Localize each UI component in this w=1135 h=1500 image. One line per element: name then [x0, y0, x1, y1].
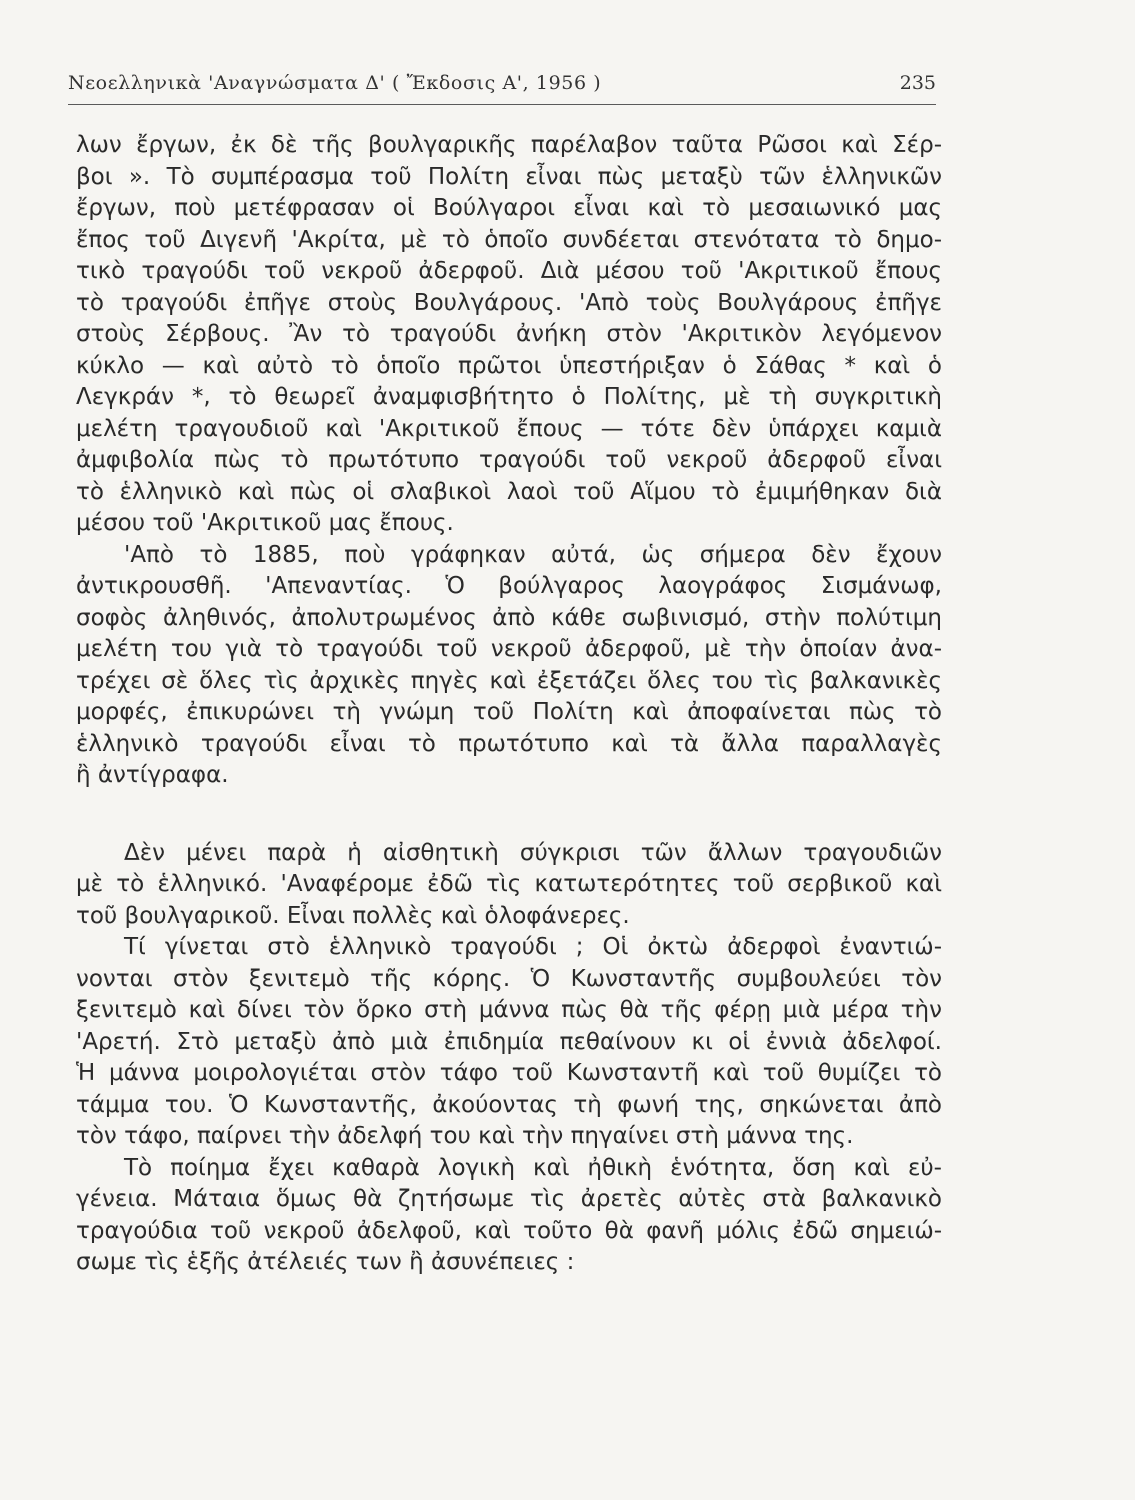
text-line: μέσου τοῦ 'Ακριτικοῦ μας ἔπους.	[76, 510, 454, 536]
paragraph-5	[76, 1153, 942, 1279]
running-title: Νεοελληνικὰ 'Αναγνώσματα Δ' ( Ἔκδοσις Α', 1956 )	[68, 72, 602, 94]
text-line: ἀντικρουσθῆ. 'Απεναντίας. Ὁ βούλγαρος λαογράφος Σισμάνωφ,	[76, 573, 942, 599]
text-line: τραγούδια τοῦ νεκροῦ ἀδελφοῦ, καὶ τοῦτο θὰ φανῆ μόλις ἐδῶ σημειώ-	[76, 1217, 942, 1244]
paragraph-3	[76, 838, 942, 933]
text-line: στοὺς Σέρβους. Ἂν τὸ τραγούδι ἀνήκη στὸν 'Ακριτικὸν λεγόμενον	[76, 321, 942, 347]
text-line: σωμε τὶς ἑξῆς ἀτέλειές των ἢ ἀσυνέπειες :	[76, 1249, 575, 1275]
text-line: βοι ». Τὸ συμπέρασμα τοῦ Πολίτη εἶναι πὼς μεταξὺ τῶν ἑλληνικῶν	[76, 163, 942, 190]
text-line: μελέτη του γιὰ τὸ τραγούδι τοῦ νεκροῦ ἀδερφοῦ, μὲ τὴν ὁποίαν ἀνα-	[76, 636, 942, 662]
text-line: Λεγκράν *, τὸ θεωρεῖ ἀναμφισβήτητο ὁ Πολίτης, μὲ τὴ συγκριτικὴ	[76, 384, 942, 410]
text-line: τὸν τάφο, παίρνει τὴν ἀδελφή του καὶ τὴν πηγαίνει στὴ μάννα της.	[76, 1123, 854, 1149]
text-line: τὸ ἑλληνικὸ καὶ πὼς οἱ σλαβικοὶ λαοὶ τοῦ Αἵμου τὸ ἐμιμήθηκαν διὰ	[76, 478, 942, 505]
running-header	[68, 70, 936, 105]
text-line: ἑλληνικὸ τραγούδι εἶναι τὸ πρωτότυπο καὶ τὰ ἄλλα παραλλαγὲς	[76, 730, 942, 757]
page-number: 235	[899, 72, 936, 94]
text-line: λων ἔργων, ἐκ δὲ τῆς βουλγαρικῆς παρέλαβον ταῦτα Ρῶσοι καὶ Σέρ-	[76, 132, 942, 158]
text-line: τρέχει σὲ ὅλες τὶς ἀρχικὲς πηγὲς καὶ ἐξετάζει ὅλες του τὶς βαλκανικὲς	[76, 667, 942, 694]
text-line: Ἡ μάννα μοιρολογιέται στὸν τάφο τοῦ Κωνσταντῆ καὶ τοῦ θυμίζει τὸ	[76, 1060, 942, 1086]
text-line: γένεια. Μάταια ὅμως θὰ ζητήσωμε τὶς ἀρετὲς αὐτὲς στὰ βαλκανικὸ	[76, 1186, 942, 1212]
text-line: τὸ τραγούδι ἐπῆγε στοὺς Βουλγάρους. 'Απὸ τοὺς Βουλγάρους ἐπῆγε	[76, 289, 942, 316]
text-line: 'Απὸ τὸ 1885, ποὺ γράφηκαν αὐτά, ὡς σήμερα δὲν ἔχουν	[124, 541, 942, 568]
text-line: μὲ τὸ ἑλληνικό. 'Αναφέρομε ἐδῶ τὶς κατωτερότητες τοῦ σερβικοῦ καὶ	[76, 871, 942, 897]
text-line: 'Αρετή. Στὸ μεταξὺ ἀπὸ μιὰ ἐπιδημία πεθαίνουν κι οἱ ἐννιὰ ἀδελφοί.	[76, 1028, 942, 1055]
text-line: ἔργων, ποὺ μετέφρασαν οἱ Βούλγαροι εἶναι καὶ τὸ μεσαιωνικό μας	[76, 195, 942, 221]
text-line: τάμμα του. Ὁ Κωνσταντῆς, ἀκούοντας τὴ φωνή της, σηκώνεται ἀπὸ	[76, 1091, 942, 1118]
text-line: ξενιτεμὸ καὶ δίνει τὸν ὅρκο στὴ μάννα πὼς θὰ τῆς φέρῃ μιὰ μέρα τὴν	[76, 997, 942, 1023]
text-line: μελέτη τραγουδιοῦ καὶ 'Ακριτικοῦ ἔπους — τότε δὲν ὑπάρχει καμιὰ	[76, 415, 942, 442]
paragraph-1	[76, 130, 942, 540]
text-line: Τί γίνεται στὸ ἑλληνικὸ τραγούδι ; Οἱ ὀκτὼ ἀδερφοὶ ἐναντιώ-	[124, 934, 942, 960]
text-line: τικὸ τραγούδι τοῦ νεκροῦ ἀδερφοῦ. Διὰ μέσου τοῦ 'Ακριτικοῦ ἔπους	[76, 258, 942, 284]
text-line: μορφές, ἐπικυρώνει τὴ γνώμη τοῦ Πολίτη καὶ ἀποφαίνεται πὼς τὸ	[76, 699, 942, 725]
text-line: τοῦ βουλγαρικοῦ. Εἶναι πολλὲς καὶ ὁλοφάνερες.	[76, 902, 630, 929]
text-line: ἀμφιβολία πὼς τὸ πρωτότυπο τραγούδι τοῦ νεκροῦ ἀδερφοῦ εἶναι	[76, 447, 942, 473]
text-line: νονται στὸν ξενιτεμὸ τῆς κόρης. Ὁ Κωνσταντῆς συμβουλεύει τὸν	[76, 965, 942, 992]
text-line: Τὸ ποίημα ἔχει καθαρὰ λογικὴ καὶ ἠθικὴ ἑνότητα, ὅση καὶ εὐ-	[124, 1154, 942, 1181]
text-line: σοφὸς ἀληθινός, ἀπολυτρωμένος ἀπὸ κάθε σωβινισμό, στὴν πολύτιμη	[76, 604, 942, 631]
text-line: ἔπος τοῦ Διγενῆ 'Ακρίτα, μὲ τὸ ὁποῖο συνδέεται στενότατα τὸ δημο-	[76, 226, 942, 253]
text-line: ἢ ἀντίγραφα.	[76, 762, 229, 788]
body-text	[76, 130, 942, 1279]
text-line: Δὲν μένει παρὰ ἡ αἰσθητικὴ σύγκρισι τῶν ἄλλων τραγουδιῶν	[124, 839, 942, 866]
text-line: κύκλο — καὶ αὐτὸ τὸ ὁποῖο πρῶτοι ὑπεστήριξαν ὁ Σάθας * καὶ ὁ	[76, 352, 942, 379]
paragraph-4	[76, 932, 942, 1153]
paragraph-2	[76, 540, 942, 792]
section-gap	[76, 792, 942, 838]
